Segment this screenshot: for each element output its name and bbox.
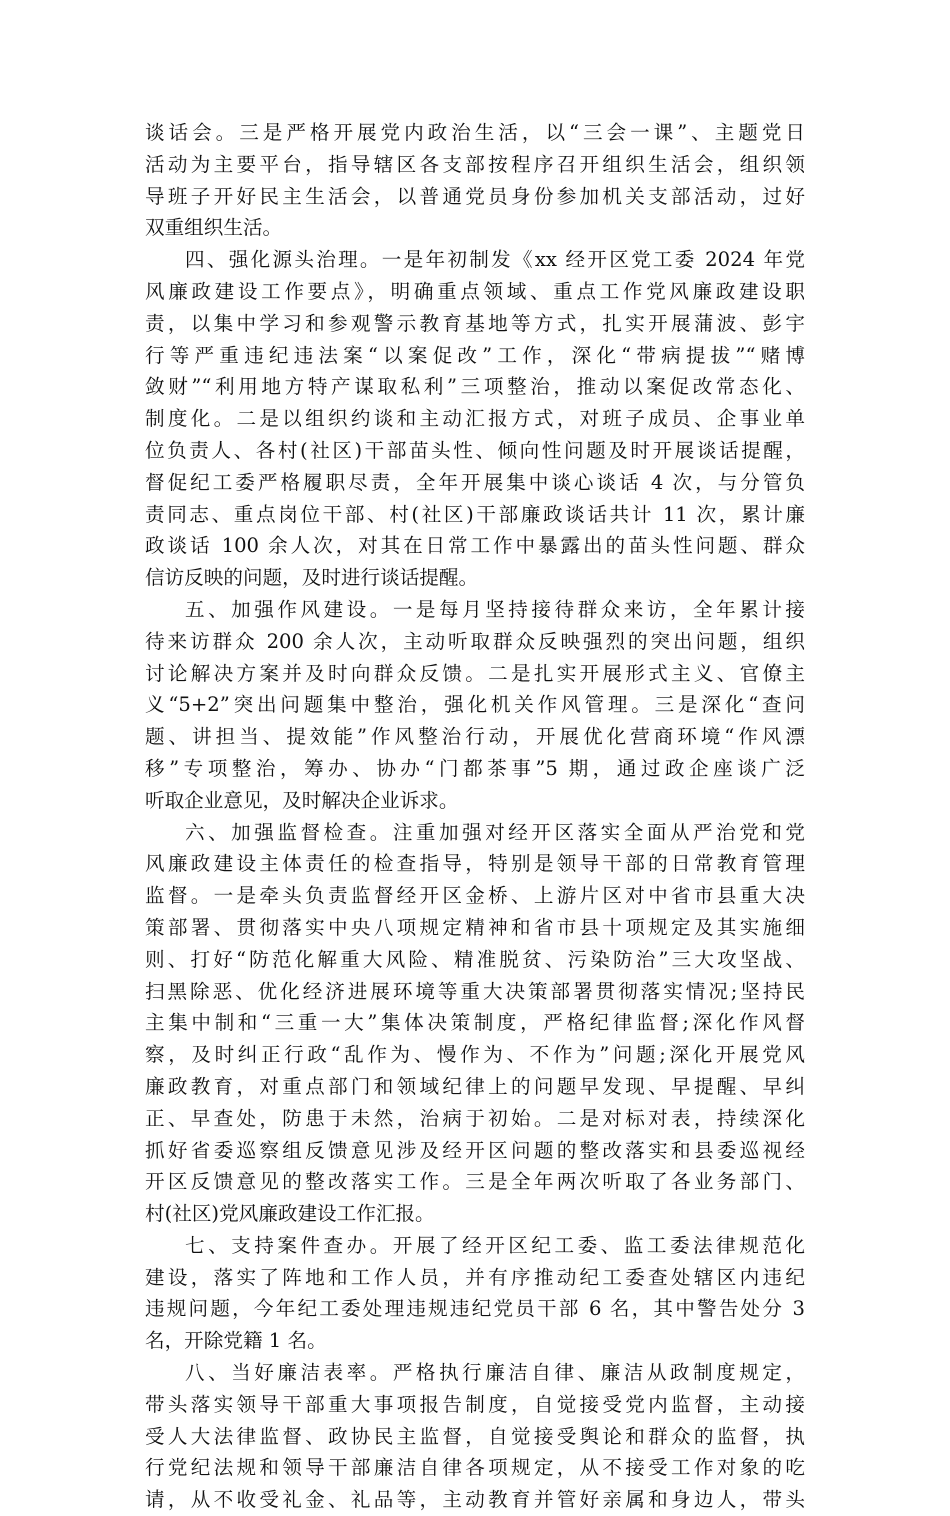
- text-line: 则、打好“防范化解重大风险、精准脱贫、污染防治”三大攻坚战、: [145, 947, 805, 971]
- text-line: 名，开除党籍 1 名。: [145, 1329, 327, 1353]
- paragraph-first-line: 四、强化源头治理。一是年初制发《xx 经开区党工委 2024 年党: [185, 248, 805, 272]
- text-line: 制度化。二是以组织约谈和主动汇报方式，对班子成员、企事业单: [145, 407, 805, 431]
- paragraph-first-line: 七、支持案件查办。开展了经开区纪工委、监工委法律规范化: [185, 1233, 805, 1257]
- text-line: 政谈话 100 余人次，对其在日常工作中暴露出的苗头性问题、群众: [145, 534, 805, 558]
- text-line: 村(社区)党风廉政建设工作汇报。: [145, 1202, 435, 1226]
- text-line: 行党纪法规和领导干部廉洁自律各项规定，从不接受工作对象的吃: [145, 1456, 805, 1480]
- text-line: 正、早查处，防患于未然，治病于初始。二是对标对表，持续深化: [145, 1106, 805, 1130]
- text-line: 敛财”“利用地方特产谋取私利”三项整治，推动以案促改常态化、: [145, 375, 805, 399]
- text-line: 督促纪工委严格履职尽责，全年开展集中谈心谈话 4 次，与分管负: [145, 470, 805, 494]
- text-line: 抓好省委巡察组反馈意见涉及经开区问题的整改落实和县委巡视经: [145, 1138, 805, 1162]
- text-line: 位负责人、各村(社区)干部苗头性、倾向性问题及时开展谈话提醒，: [145, 438, 805, 462]
- text-line: 谈话会。三是严格开展党内政治生活，以“三会一课”、主题党日: [145, 121, 805, 144]
- text-line: 违规问题，今年纪工委处理违规违纪党员干部 6 名，其中警告处分 3: [145, 1297, 805, 1321]
- text-line: 责，以集中学习和参观警示教育基地等方式，扎实开展蒲波、彭宇: [145, 311, 805, 335]
- text-line: 带头落实领导干部重大事项报告制度，自觉接受党内监督，主动接: [145, 1392, 805, 1416]
- text-line: 风廉政建设工作要点》，明确重点领域、重点工作党风廉政建设职: [145, 279, 805, 303]
- text-line: 行等严重违纪违法案“以案促改”工作，深化“带病提拔”“赌博: [145, 343, 805, 367]
- paragraph-first-line: 五、加强作风建设。一是每月坚持接待群众来访，全年累计接: [185, 597, 805, 621]
- text-line: 义“5+2”突出问题集中整治，强化机关作风管理。三是深化“查问: [145, 693, 805, 717]
- text-line: 建设，落实了阵地和工作人员，并有序推动纪工委查处辖区内违纪: [145, 1265, 805, 1289]
- text-line: 廉政教育，对重点部门和领域纪律上的问题早发现、早提醒、早纠: [145, 1074, 805, 1098]
- paragraph-first-line: 六、加强监督检查。注重加强对经开区落实全面从严治党和党: [185, 820, 805, 844]
- document-page: [145, 117, 805, 1516]
- text-line: 请，从不收受礼金、礼品等，主动教育并管好亲属和身边人，带头: [145, 1488, 805, 1512]
- text-line: 信访反映的问题，及时进行谈话提醒。: [145, 566, 479, 590]
- text-line: 移”专项整治，筹办、协办“门都茶事”5 期，通过政企座谈广泛: [145, 756, 805, 780]
- text-line: 察，及时纠正行政“乱作为、慢作为、不作为”问题;深化开展党风: [145, 1043, 805, 1067]
- text-line: 双重组织生活。: [145, 216, 283, 240]
- text-line: 受人大法律监督、政协民主监督，自觉接受舆论和群众的监督，执: [145, 1424, 805, 1448]
- text-line: 责同志、重点岗位干部、村(社区)干部廉政谈话共计 11 次，累计廉: [145, 502, 805, 526]
- text-line: 策部署、贯彻落实中央八项规定精神和省市县十项规定及其实施细: [145, 915, 805, 939]
- text-line: 扫黑除恶、优化经济进展环境等重大决策部署贯彻落实情况;坚持民: [145, 979, 805, 1003]
- text-line: 活动为主要平台，指导辖区各支部按程序召开组织生活会，组织领: [145, 152, 805, 176]
- text-line: 题、讲担当、提效能”作风整治行动，开展优化营商环境“作风漂: [145, 725, 805, 749]
- text-line: 待来访群众 200 余人次，主动听取群众反映强烈的突出问题，组织: [145, 629, 805, 653]
- text-line: 监督。一是牵头负责监督经开区金桥、上游片区对中省市县重大决: [145, 884, 805, 908]
- text-line: 主集中制和“三重一大”集体决策制度，严格纪律监督;深化作风督: [145, 1011, 805, 1035]
- paragraph-first-line: 八、当好廉洁表率。严格执行廉洁自律、廉洁从政制度规定，: [185, 1361, 805, 1385]
- text-line: 风廉政建设主体责任的检查指导，特别是领导干部的日常教育管理: [145, 852, 805, 876]
- text-line: 听取企业意见，及时解决企业诉求。: [145, 788, 459, 812]
- text-line: 开区反馈意见的整改落实工作。三是全年两次听取了各业务部门、: [145, 1170, 805, 1194]
- text-line: 导班子开好民主生活会，以普通党员身份参加机关支部活动，过好: [145, 184, 805, 208]
- text-line: 讨论解决方案并及时向群众反馈。二是扎实开展形式主义、官僚主: [145, 661, 805, 685]
